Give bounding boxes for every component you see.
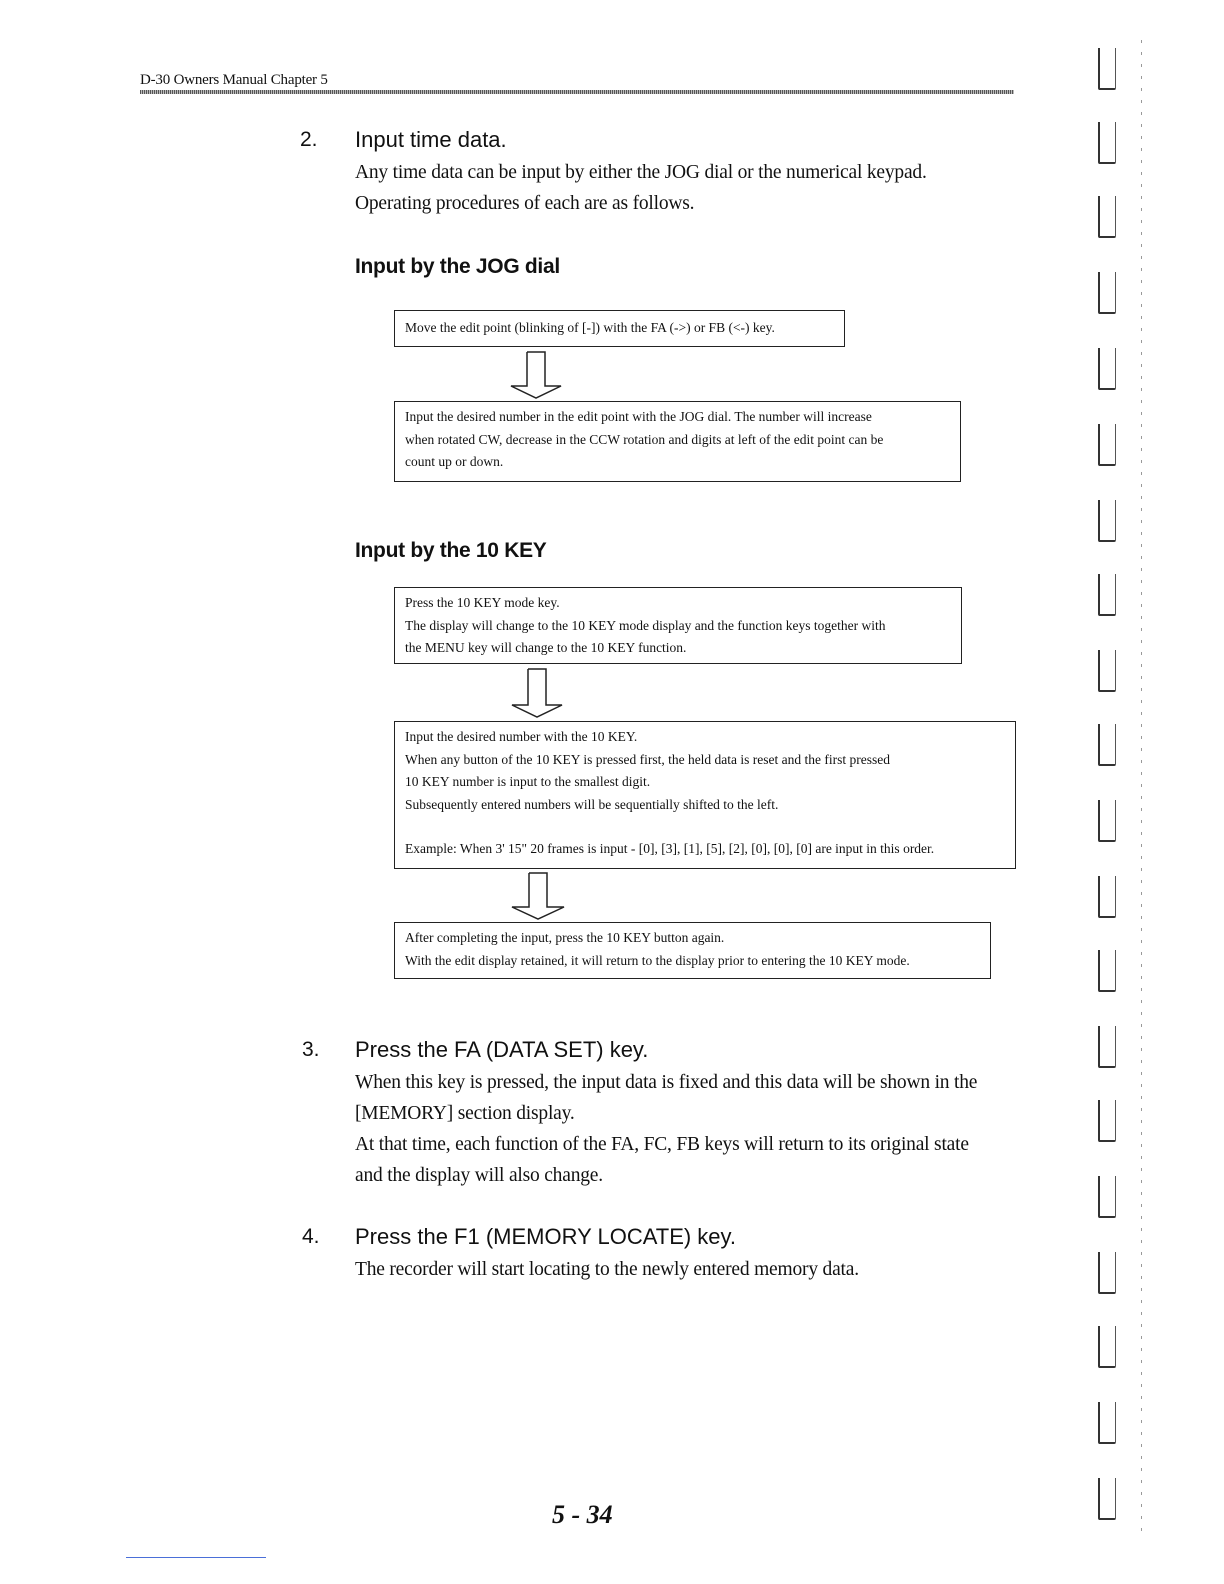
paragraph-line: Operating procedures of each are as follows.	[355, 193, 695, 214]
binder-tab-icon	[1098, 48, 1116, 90]
binder-tab-icon	[1098, 1326, 1116, 1368]
ten-key-step-3-box	[394, 922, 991, 979]
down-arrow-icon	[509, 350, 563, 400]
ten-key-step-2-box	[394, 721, 1016, 869]
paragraph-line: and the display will also change.	[355, 1165, 603, 1186]
step-4-paragraph	[355, 1254, 1005, 1285]
paragraph-line: The recorder will start locating to the newly entered memory data.	[355, 1259, 859, 1280]
box-line: when rotated CW, decrease in the CCW rotation and digits at left of the edit point can be	[405, 431, 884, 447]
paragraph-line: At that time, each function of the FA, FC, FB keys will return to its original state	[355, 1134, 969, 1155]
binder-tab-icon	[1098, 424, 1116, 466]
binder-tab-icon	[1098, 724, 1116, 766]
page-number: 5 - 34	[552, 1500, 613, 1529]
ten-key-step-1-box	[394, 587, 962, 664]
binder-tab-icon	[1098, 272, 1116, 314]
step-2-paragraph	[355, 157, 1005, 219]
paragraph-line: When this key is pressed, the input data is fixed and this data will be shown in the	[355, 1072, 978, 1093]
jog-step-1-box	[394, 310, 845, 347]
binder-tab-icon	[1098, 500, 1116, 542]
box-line: Input the desired number in the edit point with the JOG dial. The number will increase	[405, 409, 872, 424]
paragraph-line: Any time data can be input by either the JOG dial or the numerical keypad.	[355, 162, 927, 183]
step-2-title: Input time data.	[355, 127, 507, 152]
jog-step-2-box	[394, 401, 961, 482]
step-4-number: 4.	[302, 1225, 320, 1248]
binder-tab-icon	[1098, 574, 1116, 616]
step-3-number: 3.	[302, 1038, 320, 1061]
step-4-title: Press the F1 (MEMORY LOCATE) key.	[355, 1224, 737, 1249]
binder-tab-icon	[1098, 122, 1116, 164]
box-line: the MENU key will change to the 10 KEY function.	[405, 640, 687, 655]
binder-tab-icon	[1098, 876, 1116, 918]
binder-tab-icon	[1098, 1252, 1116, 1294]
down-arrow-icon	[510, 871, 566, 921]
box-line: The display will change to the 10 KEY mode display and the function keys together with	[405, 617, 886, 633]
binder-tab-icon	[1098, 1478, 1116, 1520]
down-arrow-icon	[510, 667, 564, 719]
binder-tab-icon	[1098, 1026, 1116, 1068]
running-header: D-30 Owners Manual Chapter 5	[140, 72, 328, 88]
binder-tab-icon	[1098, 196, 1116, 238]
jog-dial-heading: Input by the JOG dial	[355, 255, 560, 278]
binder-tab-icon	[1098, 800, 1116, 842]
box-line: Press the 10 KEY mode key.	[405, 595, 560, 610]
example-line: Example: When 3' 15" 20 frames is input - [0], [3], [1], [5], [2], [0], [0], [0] are input in this order.	[405, 841, 935, 856]
binder-tab-icon	[1098, 1402, 1116, 1444]
binder-tab-icon	[1098, 1176, 1116, 1218]
step-2-number: 2.	[300, 128, 318, 151]
binder-tab-icon	[1098, 950, 1116, 992]
ten-key-heading: Input by the 10 KEY	[355, 539, 547, 562]
scan-artifact-line	[126, 1557, 266, 1558]
header-rule	[140, 90, 1014, 94]
box-line: Input the desired number with the 10 KEY.	[405, 729, 638, 744]
binder-tab-icon	[1098, 1100, 1116, 1142]
box-line: When any button of the 10 KEY is pressed first, the held data is reset and the first pressed	[405, 751, 890, 767]
box-line: Subsequently entered numbers will be sequentially shifted to the left.	[405, 796, 779, 812]
step-3-paragraph	[355, 1067, 1035, 1191]
paragraph-line: [MEMORY] section display.	[355, 1103, 575, 1124]
box-line: After completing the input, press the 10 KEY button again.	[405, 930, 725, 945]
box-text: Move the edit point (blinking of [-]) with the FA (->) or FB (<-) key.	[405, 320, 775, 335]
binder-tab-icon	[1098, 348, 1116, 390]
box-line: count up or down.	[405, 454, 504, 469]
step-3-title: Press the FA (DATA SET) key.	[355, 1037, 649, 1062]
box-line: 10 KEY number is input to the smallest digit.	[405, 774, 651, 789]
binder-edge-line	[1141, 40, 1142, 1540]
binder-tab-icon	[1098, 650, 1116, 692]
box-line: With the edit display retained, it will return to the display prior to entering the 10 KEY mode.	[405, 952, 910, 968]
